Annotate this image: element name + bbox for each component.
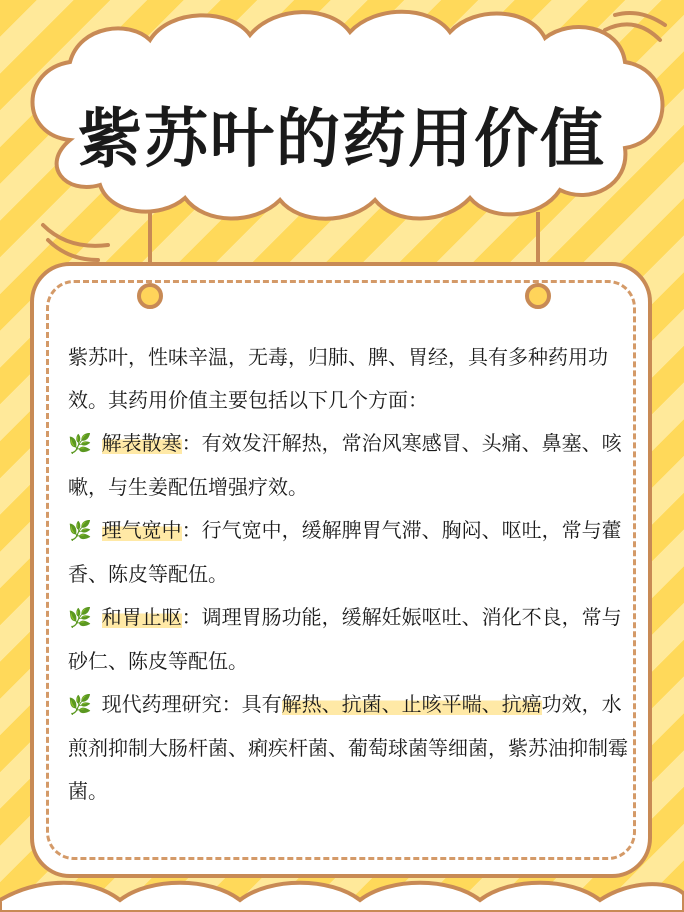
leaf-icon: 🌿 [68,607,92,629]
deco-arc-top-right [600,10,670,60]
page-title: 紫苏叶的药用价值 [78,103,606,177]
pin-dot-left [137,283,163,309]
item-heading: 和胃止呕 [101,605,182,629]
item-text: 功效，水煎剂抑制大肠杆菌、痢疾杆菌、葡萄球菌等细菌，紫苏油抑制霉菌。 [68,692,628,803]
item-highlight: 解热、抗菌、止咳平喘、抗癌 [281,692,542,716]
list-item: 🌿 和胃止呕：调理胃肠功能，缓解妊娠呕吐、消化不良，常与砂仁、陈皮等配伍。 [68,605,622,673]
list-item [68,683,628,813]
list-item: 🌿 理气宽中：行气宽中，缓解脾胃气滞、胸闷、呕吐，常与藿香、陈皮等配伍。 [68,518,622,586]
item-text: 有效发汗解热，常治风寒感冒、头痛、鼻塞、咳嗽，与生姜配伍增强疗效。 [68,431,622,499]
item-heading: 理气宽中 [101,518,182,542]
item-heading: 解表散寒 [101,431,182,455]
item-text: 行气宽中，缓解脾胃气滞、胸闷、呕吐，常与藿香、陈皮等配伍。 [68,518,622,586]
leaf-icon: 🌿 [68,433,92,455]
leaf-icon: 🌿 [68,694,92,716]
deco-arc-left [38,215,118,265]
leaf-icon: 🌿 [68,520,92,542]
item-text: 调理胃肠功能，缓解妊娠呕吐、消化不良，常与砂仁、陈皮等配伍。 [68,605,622,673]
intro-paragraph: 紫苏叶，性味辛温，无毒，归肺、脾、胃经，具有多种药用功效。其药用价值主要包括以下几个方面： [68,345,608,412]
pin-dot-right [525,283,551,309]
bottom-cloud [0,872,684,912]
article-body [68,336,628,813]
item-lead: 现代药理研究：具有 [101,692,282,716]
list-item: 🌿 解表散寒：有效发汗解热，常治风寒感冒、头痛、鼻塞、咳嗽，与生姜配伍增强疗效。 [68,431,622,499]
